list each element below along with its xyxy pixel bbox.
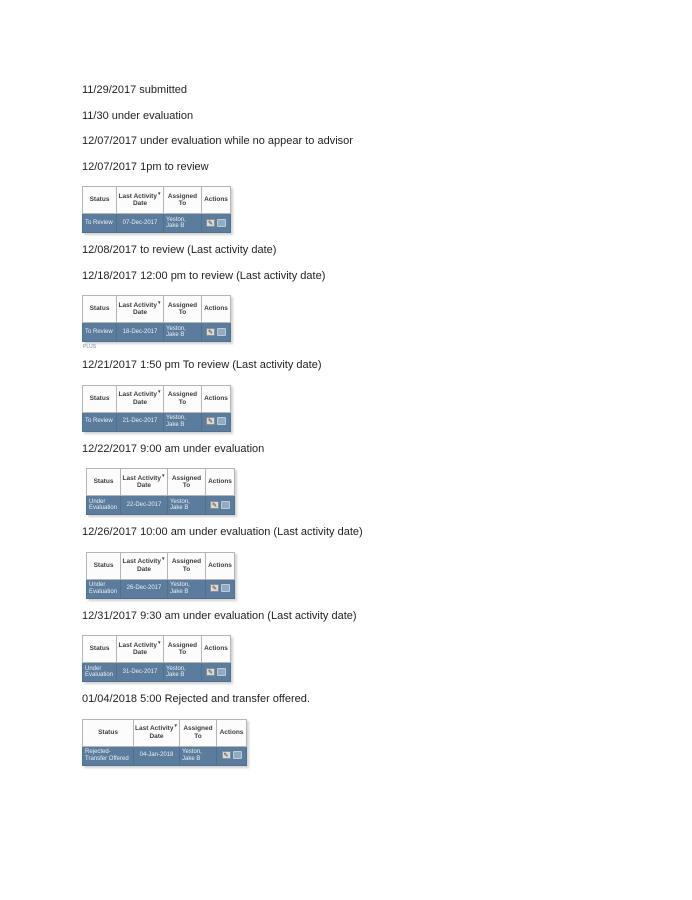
column-header-actions xyxy=(202,385,231,412)
column-header-actions xyxy=(202,636,231,663)
edit-pencil-icon[interactable]: ✎ xyxy=(207,329,214,336)
secondary-action-icon[interactable] xyxy=(217,417,226,425)
date-header-label: Date xyxy=(132,309,148,316)
last-activity-header-label: Last Activity xyxy=(118,192,157,200)
column-header-assigned-to xyxy=(164,187,202,214)
embedded-status-screenshot xyxy=(82,385,632,432)
status-header-label: Status xyxy=(98,728,118,736)
status-header-label: Status xyxy=(89,196,110,204)
column-header-actions xyxy=(206,552,235,579)
timeline-entry: 12/08/2017 to review (Last activity date) xyxy=(82,244,277,256)
date-header-label: Date xyxy=(132,200,148,207)
column-header-status xyxy=(83,385,117,412)
table-header-row xyxy=(83,636,231,663)
last-activity-date-cell: 18-Dec-2017 xyxy=(117,323,164,342)
column-header-assigned-to xyxy=(168,552,206,579)
timeline-entry: 11/29/2017 submitted xyxy=(82,84,187,96)
timeline-entry: 12/07/2017 1pm to review xyxy=(82,160,209,173)
column-header-last-activity-date xyxy=(117,187,164,214)
assigned-header-label: Assigned xyxy=(171,558,202,565)
status-table xyxy=(86,552,235,599)
sort-arrow-icon[interactable]: ▼ xyxy=(160,555,166,561)
timeline-entry: 12/26/2017 10:00 am under evaluation (Last activity date) xyxy=(82,526,363,538)
column-header-status xyxy=(87,469,121,496)
actions-header-label: Actions xyxy=(204,305,228,313)
column-header-assigned-to xyxy=(164,385,202,412)
embedded-status-screenshot xyxy=(86,552,632,599)
actions-header-label: Actions xyxy=(208,561,232,569)
table-header-row xyxy=(87,469,235,496)
sort-arrow-icon[interactable]: ▼ xyxy=(156,388,162,394)
column-header-assigned-to xyxy=(164,296,202,323)
timeline-entry: 12/31/2017 9:30 am under evaluation (Last activity date) xyxy=(82,609,357,622)
sort-arrow-icon[interactable]: ▼ xyxy=(156,639,162,645)
status-table xyxy=(82,719,247,766)
to-header-label: To xyxy=(178,649,187,656)
edit-pencil-icon[interactable]: ✎ xyxy=(223,753,229,760)
to-header-label: To xyxy=(178,398,187,406)
column-header-actions xyxy=(206,469,235,496)
status-table xyxy=(82,186,231,233)
last-activity-header-label: Last Activity xyxy=(118,301,157,309)
secondary-action-icon[interactable] xyxy=(217,219,226,227)
assigned-header-label: Assigned xyxy=(171,474,202,482)
edit-pencil-icon[interactable]: ✎ xyxy=(207,669,214,676)
assigned-to-cell: Yeston, Jake B xyxy=(164,663,202,682)
date-header-label: Date xyxy=(149,732,164,740)
column-header-last-activity-date xyxy=(117,296,164,323)
secondary-action-icon[interactable] xyxy=(221,501,230,509)
status-header-label: Status xyxy=(89,645,110,653)
to-header-label: To xyxy=(194,732,202,740)
status-table xyxy=(82,295,231,342)
last-activity-date-cell: 31-Dec-2017 xyxy=(117,663,164,682)
timeline-entry: 12/21/2017 1:50 pm To review (Last activity date) xyxy=(82,359,322,371)
last-activity-header-label: Last Activity xyxy=(122,558,161,565)
status-header-label: Status xyxy=(89,305,110,313)
actions-header-label: Actions xyxy=(204,196,228,204)
actions-cell xyxy=(202,412,231,431)
assigned-header-label: Assigned xyxy=(167,301,198,309)
table-row xyxy=(87,579,235,598)
embedded-status-screenshot xyxy=(82,186,632,233)
status-table xyxy=(86,468,235,515)
column-header-last-activity-date xyxy=(121,469,168,496)
table-header-row xyxy=(83,187,231,214)
timeline-entry: 12/07/2017 under evaluation while no appear to advisor xyxy=(82,135,353,147)
last-activity-date-cell: 22-Dec-2017 xyxy=(121,496,168,515)
secondary-action-icon[interactable] xyxy=(221,584,230,592)
actions-header-label: Actions xyxy=(204,645,228,653)
secondary-action-icon[interactable] xyxy=(233,751,242,759)
assigned-to-cell: Yeston, Jake B xyxy=(168,496,206,515)
last-activity-date-cell: 07-Dec-2017 xyxy=(117,214,164,233)
last-activity-header-label: Last Activity xyxy=(118,641,157,649)
last-activity-date-cell: 26-Dec-2017 xyxy=(121,579,168,598)
last-activity-header-label: Last Activity xyxy=(118,391,157,398)
assigned-to-cell: Yeston, Jake B xyxy=(180,746,217,765)
edit-pencil-icon[interactable]: ✎ xyxy=(211,586,218,593)
status-header-label: Status xyxy=(93,478,114,486)
embedded-status-screenshot xyxy=(82,295,632,342)
actions-cell xyxy=(202,663,231,682)
status-cell: To Review xyxy=(83,412,117,431)
assigned-header-label: Assigned xyxy=(183,725,213,732)
embedded-status-screenshot xyxy=(86,468,632,515)
column-header-actions xyxy=(202,296,231,323)
date-header-label: Date xyxy=(132,398,148,406)
table-header-row xyxy=(83,296,231,323)
actions-header-label: Actions xyxy=(208,478,232,486)
date-header-label: Date xyxy=(136,482,152,489)
embedded-status-screenshot xyxy=(82,635,632,682)
column-header-last-activity-date xyxy=(134,719,180,746)
table-header-row xyxy=(83,385,231,412)
status-header-label: Status xyxy=(89,394,110,402)
sort-arrow-icon[interactable]: ▼ xyxy=(173,722,178,728)
edit-pencil-icon[interactable]: ✎ xyxy=(207,220,214,227)
to-header-label: To xyxy=(182,565,191,573)
assigned-header-label: Assigned xyxy=(167,391,198,398)
table-row xyxy=(83,663,231,682)
actions-cell xyxy=(206,496,235,515)
edit-pencil-icon[interactable]: ✎ xyxy=(207,419,214,426)
status-cell: To Review xyxy=(83,214,117,233)
timeline-entry: 11/30 under evaluation xyxy=(82,109,194,122)
column-header-assigned-to xyxy=(168,469,206,496)
table-row xyxy=(87,496,235,515)
sort-arrow-icon[interactable]: ▼ xyxy=(160,472,166,478)
column-header-actions xyxy=(202,187,231,214)
column-header-status xyxy=(83,187,117,214)
assigned-to-cell: Yeston, Jake B xyxy=(164,412,202,431)
column-header-assigned-to xyxy=(180,719,217,746)
status-cell: Under Evaluation xyxy=(83,663,117,682)
sort-arrow-icon[interactable]: ▼ xyxy=(156,190,162,196)
column-header-status xyxy=(83,296,117,323)
last-activity-date-cell: 04-Jan-2018 xyxy=(134,746,180,765)
date-header-label: Date xyxy=(136,565,152,573)
table-row xyxy=(83,746,247,765)
to-header-label: To xyxy=(178,309,187,316)
actions-header-label: Actions xyxy=(219,728,244,736)
timeline-entry: 12/18/2017 12:00 pm to review (Last activity date) xyxy=(82,269,326,282)
assigned-header-label: Assigned xyxy=(167,192,198,200)
assigned-to-cell: Yeston, Jake B xyxy=(164,323,202,342)
embedded-status-screenshot xyxy=(82,719,632,766)
last-activity-header-label: Last Activity xyxy=(135,725,174,732)
status-table xyxy=(82,635,231,682)
column-header-status xyxy=(83,636,117,663)
edit-pencil-icon[interactable]: ✎ xyxy=(211,502,218,509)
status-header-label: Status xyxy=(93,561,114,569)
status-table xyxy=(82,385,231,432)
actions-cell xyxy=(202,323,231,342)
table-row xyxy=(83,323,231,342)
to-header-label: To xyxy=(182,482,191,489)
cropped-text-fragment: PLUS xyxy=(83,344,97,350)
assigned-header-label: Assigned xyxy=(167,641,198,649)
column-header-status xyxy=(87,552,121,579)
column-header-last-activity-date xyxy=(121,552,168,579)
timeline-entry: 12/22/2017 9:00 am under evaluation xyxy=(82,442,265,455)
actions-header-label: Actions xyxy=(204,394,228,402)
assigned-to-cell: Yeston, Jake B xyxy=(168,579,206,598)
actions-cell xyxy=(217,746,247,765)
last-activity-header-label: Last Activity xyxy=(122,474,161,482)
status-cell: Under Evaluation xyxy=(87,579,121,598)
status-cell: Under Evaluation xyxy=(87,496,121,515)
secondary-action-icon[interactable] xyxy=(217,668,226,676)
table-row xyxy=(83,214,231,233)
to-header-label: To xyxy=(178,200,187,207)
column-header-last-activity-date xyxy=(117,385,164,412)
table-header-row xyxy=(87,552,235,579)
actions-cell xyxy=(206,579,235,598)
column-header-last-activity-date xyxy=(117,636,164,663)
status-cell: To Review xyxy=(83,323,117,342)
actions-cell xyxy=(202,214,231,233)
secondary-action-icon[interactable] xyxy=(217,328,226,336)
column-header-assigned-to xyxy=(164,636,202,663)
assigned-to-cell: Yeston, Jake B xyxy=(164,214,202,233)
table-header-row xyxy=(83,719,247,746)
sort-arrow-icon[interactable]: ▼ xyxy=(156,299,162,305)
timeline-entry: 01/04/2018 5:00 Rejected and transfer offered. xyxy=(82,693,310,705)
date-header-label: Date xyxy=(132,649,148,656)
last-activity-date-cell: 21-Dec-2017 xyxy=(117,412,164,431)
status-cell: Rejected-Transfer Offered xyxy=(83,746,134,765)
column-header-actions xyxy=(217,719,247,746)
column-header-status xyxy=(83,719,134,746)
table-row xyxy=(83,412,231,431)
